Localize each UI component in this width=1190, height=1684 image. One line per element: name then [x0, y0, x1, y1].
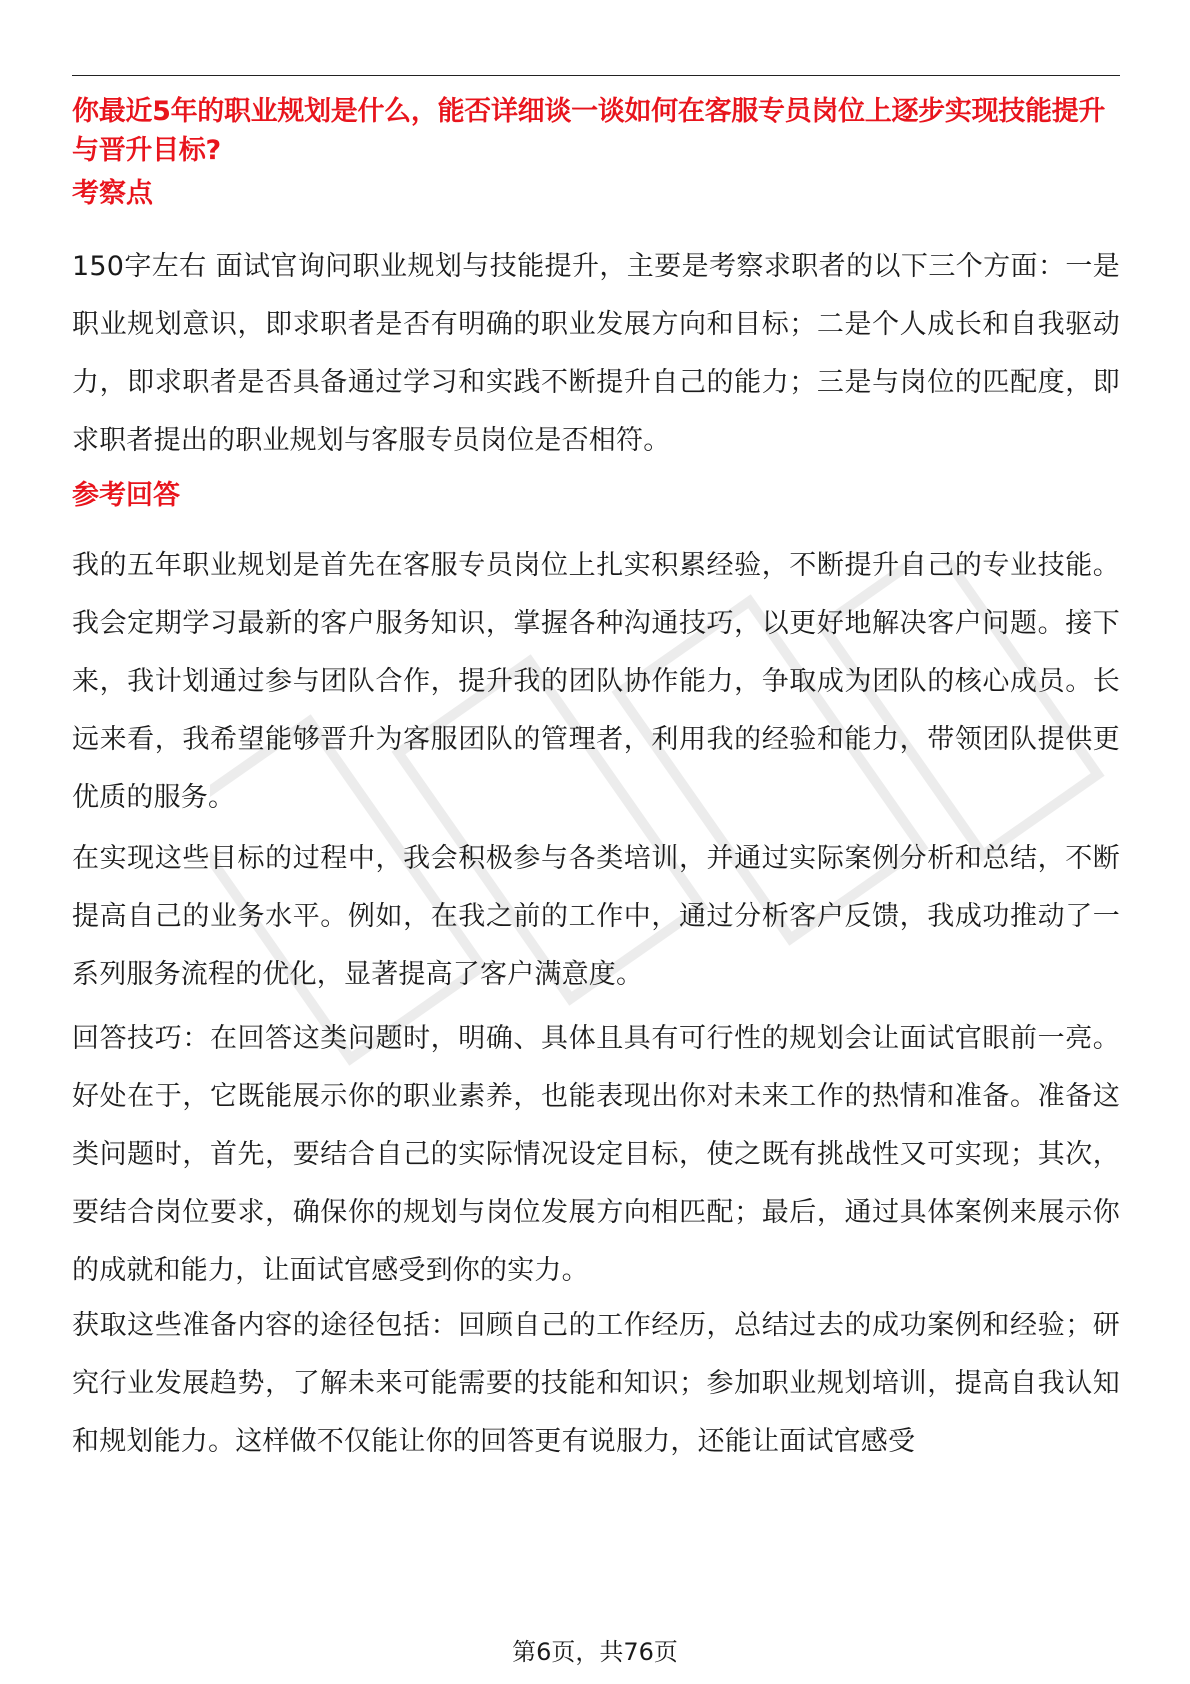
top-divider: [72, 75, 1120, 76]
question-heading: 你最近5年的职业规划是什么，能否详细谈一谈如何在客服专员岗位上逐步实现技能提升与晋升目标?: [72, 96, 1106, 166]
assessment-title: 考察点: [72, 178, 153, 209]
page-footer: 第6页，共76页: [512, 1638, 678, 1666]
answer-title: 参考回答: [72, 480, 180, 511]
answer-paragraph-2: 在实现这些目标的过程中，我会积极参与各类培训，并通过实际案例分析和总结，不断提高自己的业务水平。例如，在我之前的工作中，通过分析客户反馈，我成功推动了一系列服务流程的优化，显著提高了客户满意度。: [72, 843, 1120, 990]
answer-paragraph-3: 回答技巧：在回答这类问题时，明确、具体且具有可行性的规划会让面试官眼前一亮。好处在于，它既能展示你的职业素养，也能表现出你对未来工作的热情和准备。准备这类问题时，首先，要结合自己的实际情况设定目标，使之既有挑战性又可实现；其次，要结合岗位要求，确保你的规划与岗位发展方向相匹配；最后，通过具体案例来展示你的成就和能力，让面试官感受到你的实力。: [72, 1023, 1120, 1286]
answer-paragraph-4: 获取这些准备内容的途径包括：回顾自己的工作经历，总结过去的成功案例和经验；研究行业发展趋势，了解未来可能需要的技能和知识；参加职业规划培训，提高自我认知和规划能力。这样做不仅能让你的回答更有说服力，还能让面试官感受: [72, 1310, 1120, 1457]
answer-paragraph-1: 我的五年职业规划是首先在客服专员岗位上扎实积累经验，不断提升自己的专业技能。我会定期学习最新的客户服务知识，掌握各种沟通技巧，以更好地解决客户问题。接下来，我计划通过参与团队合作，提升我的团队协作能力，争取成为团队的核心成员。长远来看，我希望能够晋升为客服团队的管理者，利用我的经验和能力，带领团队提供更优质的服务。: [72, 550, 1120, 813]
assessment-text: 150字左右 面试官询问职业规划与技能提升，主要是考察求职者的以下三个方面：一是职业规划意识，即求职者是否有明确的职业发展方向和目标；二是个人成长和自我驱动力，即求职者是否具备通过学习和实践不断提升自己的能力；三是与岗位的匹配度，即求职者提出的职业规划与客服专员岗位是否相符。: [72, 251, 1120, 456]
